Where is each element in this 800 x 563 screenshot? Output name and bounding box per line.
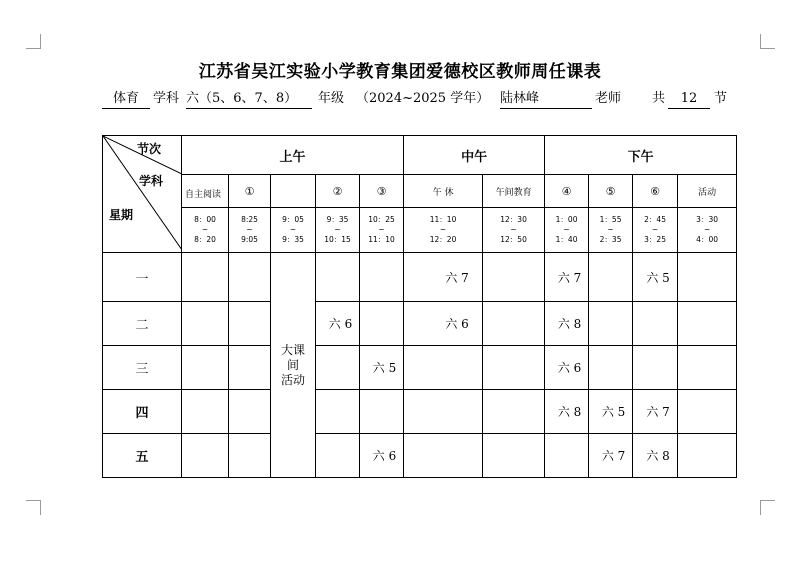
schedule-cell bbox=[404, 434, 483, 478]
schedule-table bbox=[102, 135, 737, 478]
schedule-cell: 六 5 bbox=[633, 253, 678, 302]
big-break-activity-cell: 大课 间 活动 bbox=[271, 253, 316, 478]
total-prefix: 共 bbox=[652, 91, 666, 106]
afternoon-header: 下午 bbox=[545, 136, 737, 175]
schedule-cell bbox=[633, 346, 678, 390]
schedule-cell bbox=[404, 390, 483, 434]
schedule-cell bbox=[360, 390, 404, 434]
period-time-cell: 3：30 ~ 4：00 bbox=[678, 208, 737, 253]
schedule-cell bbox=[182, 253, 229, 302]
schedule-cell: 六 6 bbox=[316, 302, 360, 346]
teacher-info-line bbox=[0, 90, 800, 110]
period-time-cell: 9：35 ~ 10：15 bbox=[316, 208, 360, 253]
schedule-cell bbox=[360, 302, 404, 346]
teacher-name: 陆林峰 bbox=[500, 90, 592, 109]
grade-value: 六（5、6、7、8） bbox=[186, 90, 312, 109]
morning-header: 上午 bbox=[182, 136, 404, 175]
period-label-cell: 自主阅读 bbox=[182, 175, 229, 208]
schedule-cell bbox=[229, 390, 271, 434]
total-count: 12 bbox=[668, 90, 710, 109]
schedule-cell bbox=[316, 253, 360, 302]
schedule-cell: 六 6 bbox=[404, 302, 483, 346]
schedule-cell bbox=[404, 346, 483, 390]
schedule-cell bbox=[483, 302, 545, 346]
schedule-cell: 六 7 bbox=[545, 253, 589, 302]
period-time-cell: 11：10 ~ 12：20 bbox=[404, 208, 483, 253]
crop-mark-bottom-left bbox=[26, 500, 41, 515]
schedule-cell bbox=[229, 253, 271, 302]
period-time-cell: 1：00 ~ 1：40 bbox=[545, 208, 589, 253]
schedule-cell bbox=[678, 302, 737, 346]
period-label-cell: 午间教育 bbox=[483, 175, 545, 208]
schedule-cell bbox=[483, 390, 545, 434]
schedule-cell: 六 8 bbox=[545, 302, 589, 346]
corner-period-label: 节次 bbox=[137, 142, 162, 156]
period-label-cell: 午 休 bbox=[404, 175, 483, 208]
schedule-cell bbox=[316, 390, 360, 434]
schedule-cell bbox=[182, 390, 229, 434]
teacher-suffix: 老师 bbox=[595, 91, 622, 106]
schedule-cell bbox=[633, 302, 678, 346]
period-time-cell: 8:25 ~ 9:05 bbox=[229, 208, 271, 253]
schedule-cell: 六 7 bbox=[589, 434, 633, 478]
period-label-cell: ④ bbox=[545, 175, 589, 208]
weekday-label: 五 bbox=[103, 434, 182, 478]
period-time-cell: 8：00 ~ 8：20 bbox=[182, 208, 229, 253]
period-label-cell: ③ bbox=[360, 175, 404, 208]
schedule-cell bbox=[360, 253, 404, 302]
schedule-cell: 六 8 bbox=[545, 390, 589, 434]
weekday-row-monday bbox=[103, 253, 737, 302]
schedule-cell: 六 7 bbox=[404, 253, 483, 302]
schedule-cell bbox=[678, 390, 737, 434]
total-suffix: 节 bbox=[714, 91, 728, 106]
weekday-label: 二 bbox=[103, 302, 182, 346]
noon-header: 中午 bbox=[404, 136, 545, 175]
weekday-label: 一 bbox=[103, 253, 182, 302]
subject-value: 体育 bbox=[102, 90, 150, 109]
schedule-cell bbox=[678, 434, 737, 478]
period-time-cell: 1：55 ~ 2：35 bbox=[589, 208, 633, 253]
schedule-cell bbox=[678, 253, 737, 302]
weekday-row-tuesday bbox=[103, 302, 737, 346]
schedule-cell bbox=[545, 434, 589, 478]
crop-mark-bottom-right bbox=[760, 500, 775, 515]
schedule-cell bbox=[678, 346, 737, 390]
weekday-row-wednesday bbox=[103, 346, 737, 390]
schedule-cell bbox=[483, 434, 545, 478]
schedule-cell bbox=[589, 302, 633, 346]
period-label-cell: 活动 bbox=[678, 175, 737, 208]
period-time-cell: 9：05 ~ 9：35 bbox=[271, 208, 316, 253]
period-label-cell bbox=[271, 175, 316, 208]
corner-subject-label: 学科 bbox=[139, 174, 164, 188]
schedule-cell bbox=[589, 253, 633, 302]
period-label-cell: ⑤ bbox=[589, 175, 633, 208]
schedule-cell bbox=[483, 253, 545, 302]
schedule-cell: 六 6 bbox=[545, 346, 589, 390]
schedule-cell bbox=[182, 434, 229, 478]
school-year: （2024~2025 学年） bbox=[356, 91, 490, 106]
period-time-cell: 10：25 ~ 11：10 bbox=[360, 208, 404, 253]
period-time-cell: 2：45 ~ 3：25 bbox=[633, 208, 678, 253]
period-time-cell: 12：30 ~ 12：50 bbox=[483, 208, 545, 253]
schedule-cell: 六 7 bbox=[633, 390, 678, 434]
weekday-row-friday bbox=[103, 434, 737, 478]
period-label-cell: ⑥ bbox=[633, 175, 678, 208]
schedule-cell: 六 5 bbox=[360, 346, 404, 390]
schedule-cell: 六 5 bbox=[589, 390, 633, 434]
period-label-cell: ② bbox=[316, 175, 360, 208]
schedule-cell bbox=[229, 434, 271, 478]
corner-header-cell bbox=[103, 136, 182, 253]
period-label-cell: ① bbox=[229, 175, 271, 208]
weekday-label: 三 bbox=[103, 346, 182, 390]
page-title: 江苏省吴江实验小学教育集团爱德校区教师周任课表 bbox=[198, 62, 602, 82]
schedule-cell bbox=[589, 346, 633, 390]
schedule-cell bbox=[182, 346, 229, 390]
schedule-cell bbox=[316, 434, 360, 478]
subject-suffix: 学科 bbox=[153, 91, 180, 106]
corner-weekday-label: 星期 bbox=[109, 208, 134, 222]
schedule-cell bbox=[483, 346, 545, 390]
crop-mark-top-left bbox=[26, 34, 41, 49]
schedule-cell bbox=[229, 346, 271, 390]
period-label-row bbox=[103, 175, 737, 208]
weekday-label: 四 bbox=[103, 390, 182, 434]
schedule-cell bbox=[229, 302, 271, 346]
schedule-cell: 六 6 bbox=[360, 434, 404, 478]
weekday-row-thursday bbox=[103, 390, 737, 434]
grade-suffix: 年级 bbox=[318, 91, 345, 106]
period-time-row bbox=[103, 208, 737, 253]
crop-mark-top-right bbox=[760, 34, 775, 49]
schedule-cell: 六 8 bbox=[633, 434, 678, 478]
schedule-cell bbox=[316, 346, 360, 390]
schedule-cell bbox=[182, 302, 229, 346]
